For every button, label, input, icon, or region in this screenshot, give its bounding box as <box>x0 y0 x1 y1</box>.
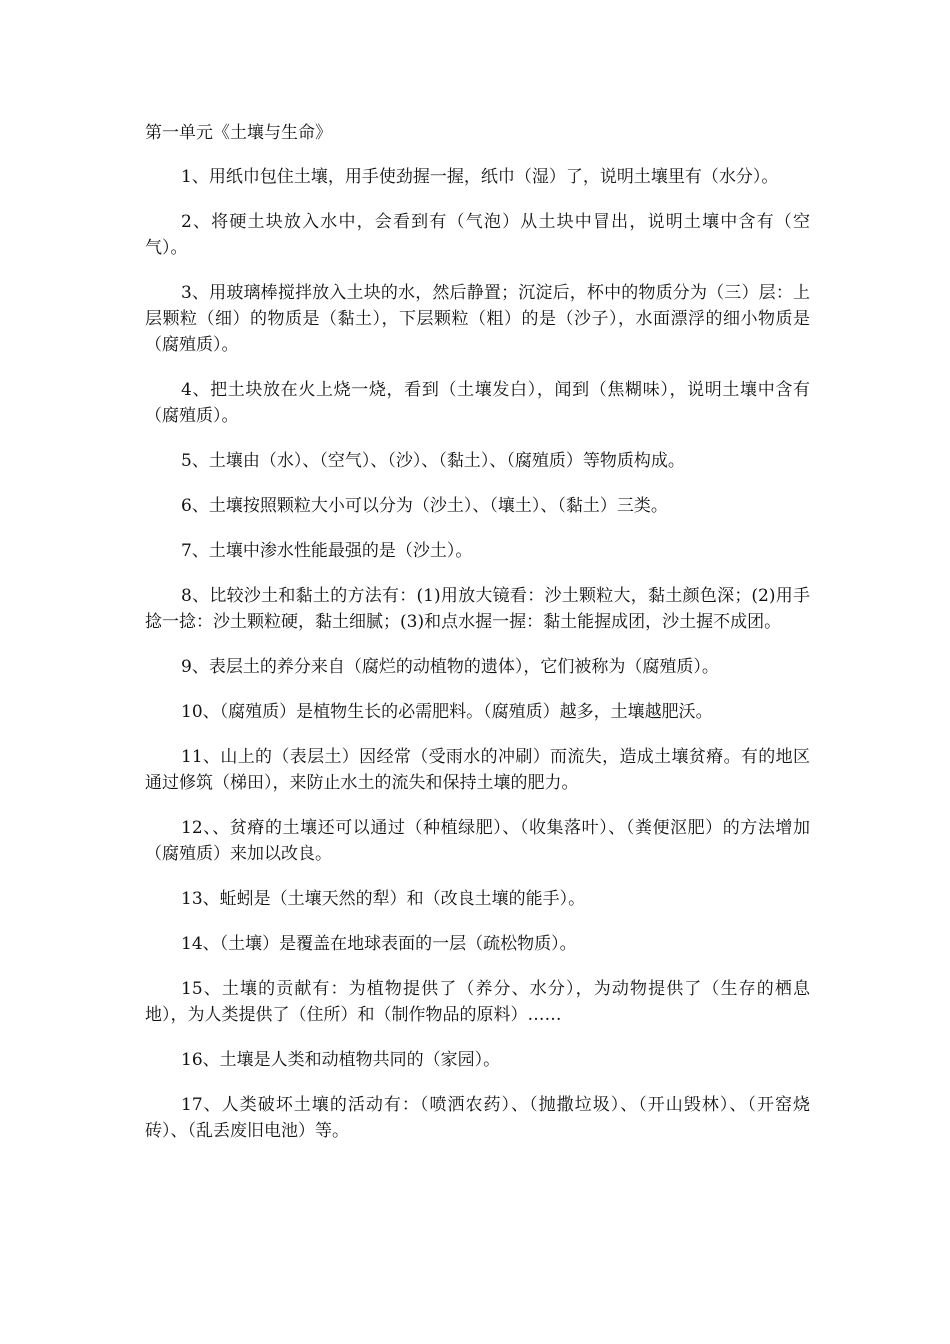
list-item: 3、用玻璃棒搅拌放入土块的水，然后静置；沉淀后，杯中的物质分为（三）层：上层颗粒（细）的物质是（黏土），下层颗粒（粗）的是（沙子），水面漂浮的细小物质是（腐殖质）。 <box>145 283 810 355</box>
list-item: 15、土壤的贡献有：为植物提供了（养分、水分），为动物提供了（生存的栖息地），为人类提供了（住所）和（制作物品的原料）…… <box>145 979 810 1025</box>
list-item: 17、人类破坏土壤的活动有：（喷洒农药）、（抛撒垃圾）、（开山毁林）、（开窑烧砖）、（乱丢废旧电池）等。 <box>145 1095 810 1141</box>
list-item: 13、蚯蚓是（土壤天然的犁）和（改良土壤的能手）。 <box>181 889 586 909</box>
list-item: 11、山上的（表层土）因经常（受雨水的冲刷）而流失，造成土壤贫瘠。有的地区通过修筑（梯田），来防止水土的流失和保持土壤的肥力。 <box>145 747 810 793</box>
document-page <box>145 120 810 1163</box>
list-item: 16、土壤是人类和动植物共同的（家园）。 <box>181 1050 501 1070</box>
list-item: 12、、贫瘠的土壤还可以通过（种植绿肥）、（收集落叶）、（粪便沤肥）的方法增加（腐殖质）来加以改良。 <box>145 818 810 864</box>
list-item: 4、把土块放在火上烧一烧，看到（土壤发白），闻到（焦糊味），说明土壤中含有（腐殖质）。 <box>145 380 810 426</box>
list-item: 6、土壤按照颗粒大小可以分为（沙土）、（壤土）、（黏土）三类。 <box>181 496 668 516</box>
item-list <box>145 164 810 1144</box>
list-item: 10、（腐殖质）是植物生长的必需肥料。（腐殖质）越多，土壤越肥沃。 <box>181 702 713 722</box>
list-item: 5、土壤由（水）、（空气）、（沙）、（黏土）、（腐殖质）等物质构成。 <box>181 451 685 471</box>
list-item: 9、表层土的养分来自（腐烂的动植物的遗体），它们被称为（腐殖质）。 <box>181 657 719 677</box>
document-title: 第一单元《土壤与生命》 <box>145 123 332 143</box>
list-item: 8、比较沙土和黏土的方法有：(1)用放大镜看：沙土颗粒大，黏土颜色深；(2)用手捻一捻：沙土颗粒硬，黏土细腻；(3)和点水握一握：黏土能握成团，沙土握不成团。 <box>145 586 810 632</box>
list-item: 14、（土壤）是覆盖在地球表面的一层（疏松物质）。 <box>181 934 577 954</box>
list-item: 2、将硬土块放入水中，会看到有（气泡）从土块中冒出，说明土壤中含有（空气）。 <box>145 212 810 258</box>
list-item: 1、用纸巾包住土壤，用手使劲握一握，纸巾（湿）了，说明土壤里有（水分）。 <box>181 167 779 187</box>
list-item: 7、土壤中渗水性能最强的是（沙土）。 <box>181 541 473 561</box>
